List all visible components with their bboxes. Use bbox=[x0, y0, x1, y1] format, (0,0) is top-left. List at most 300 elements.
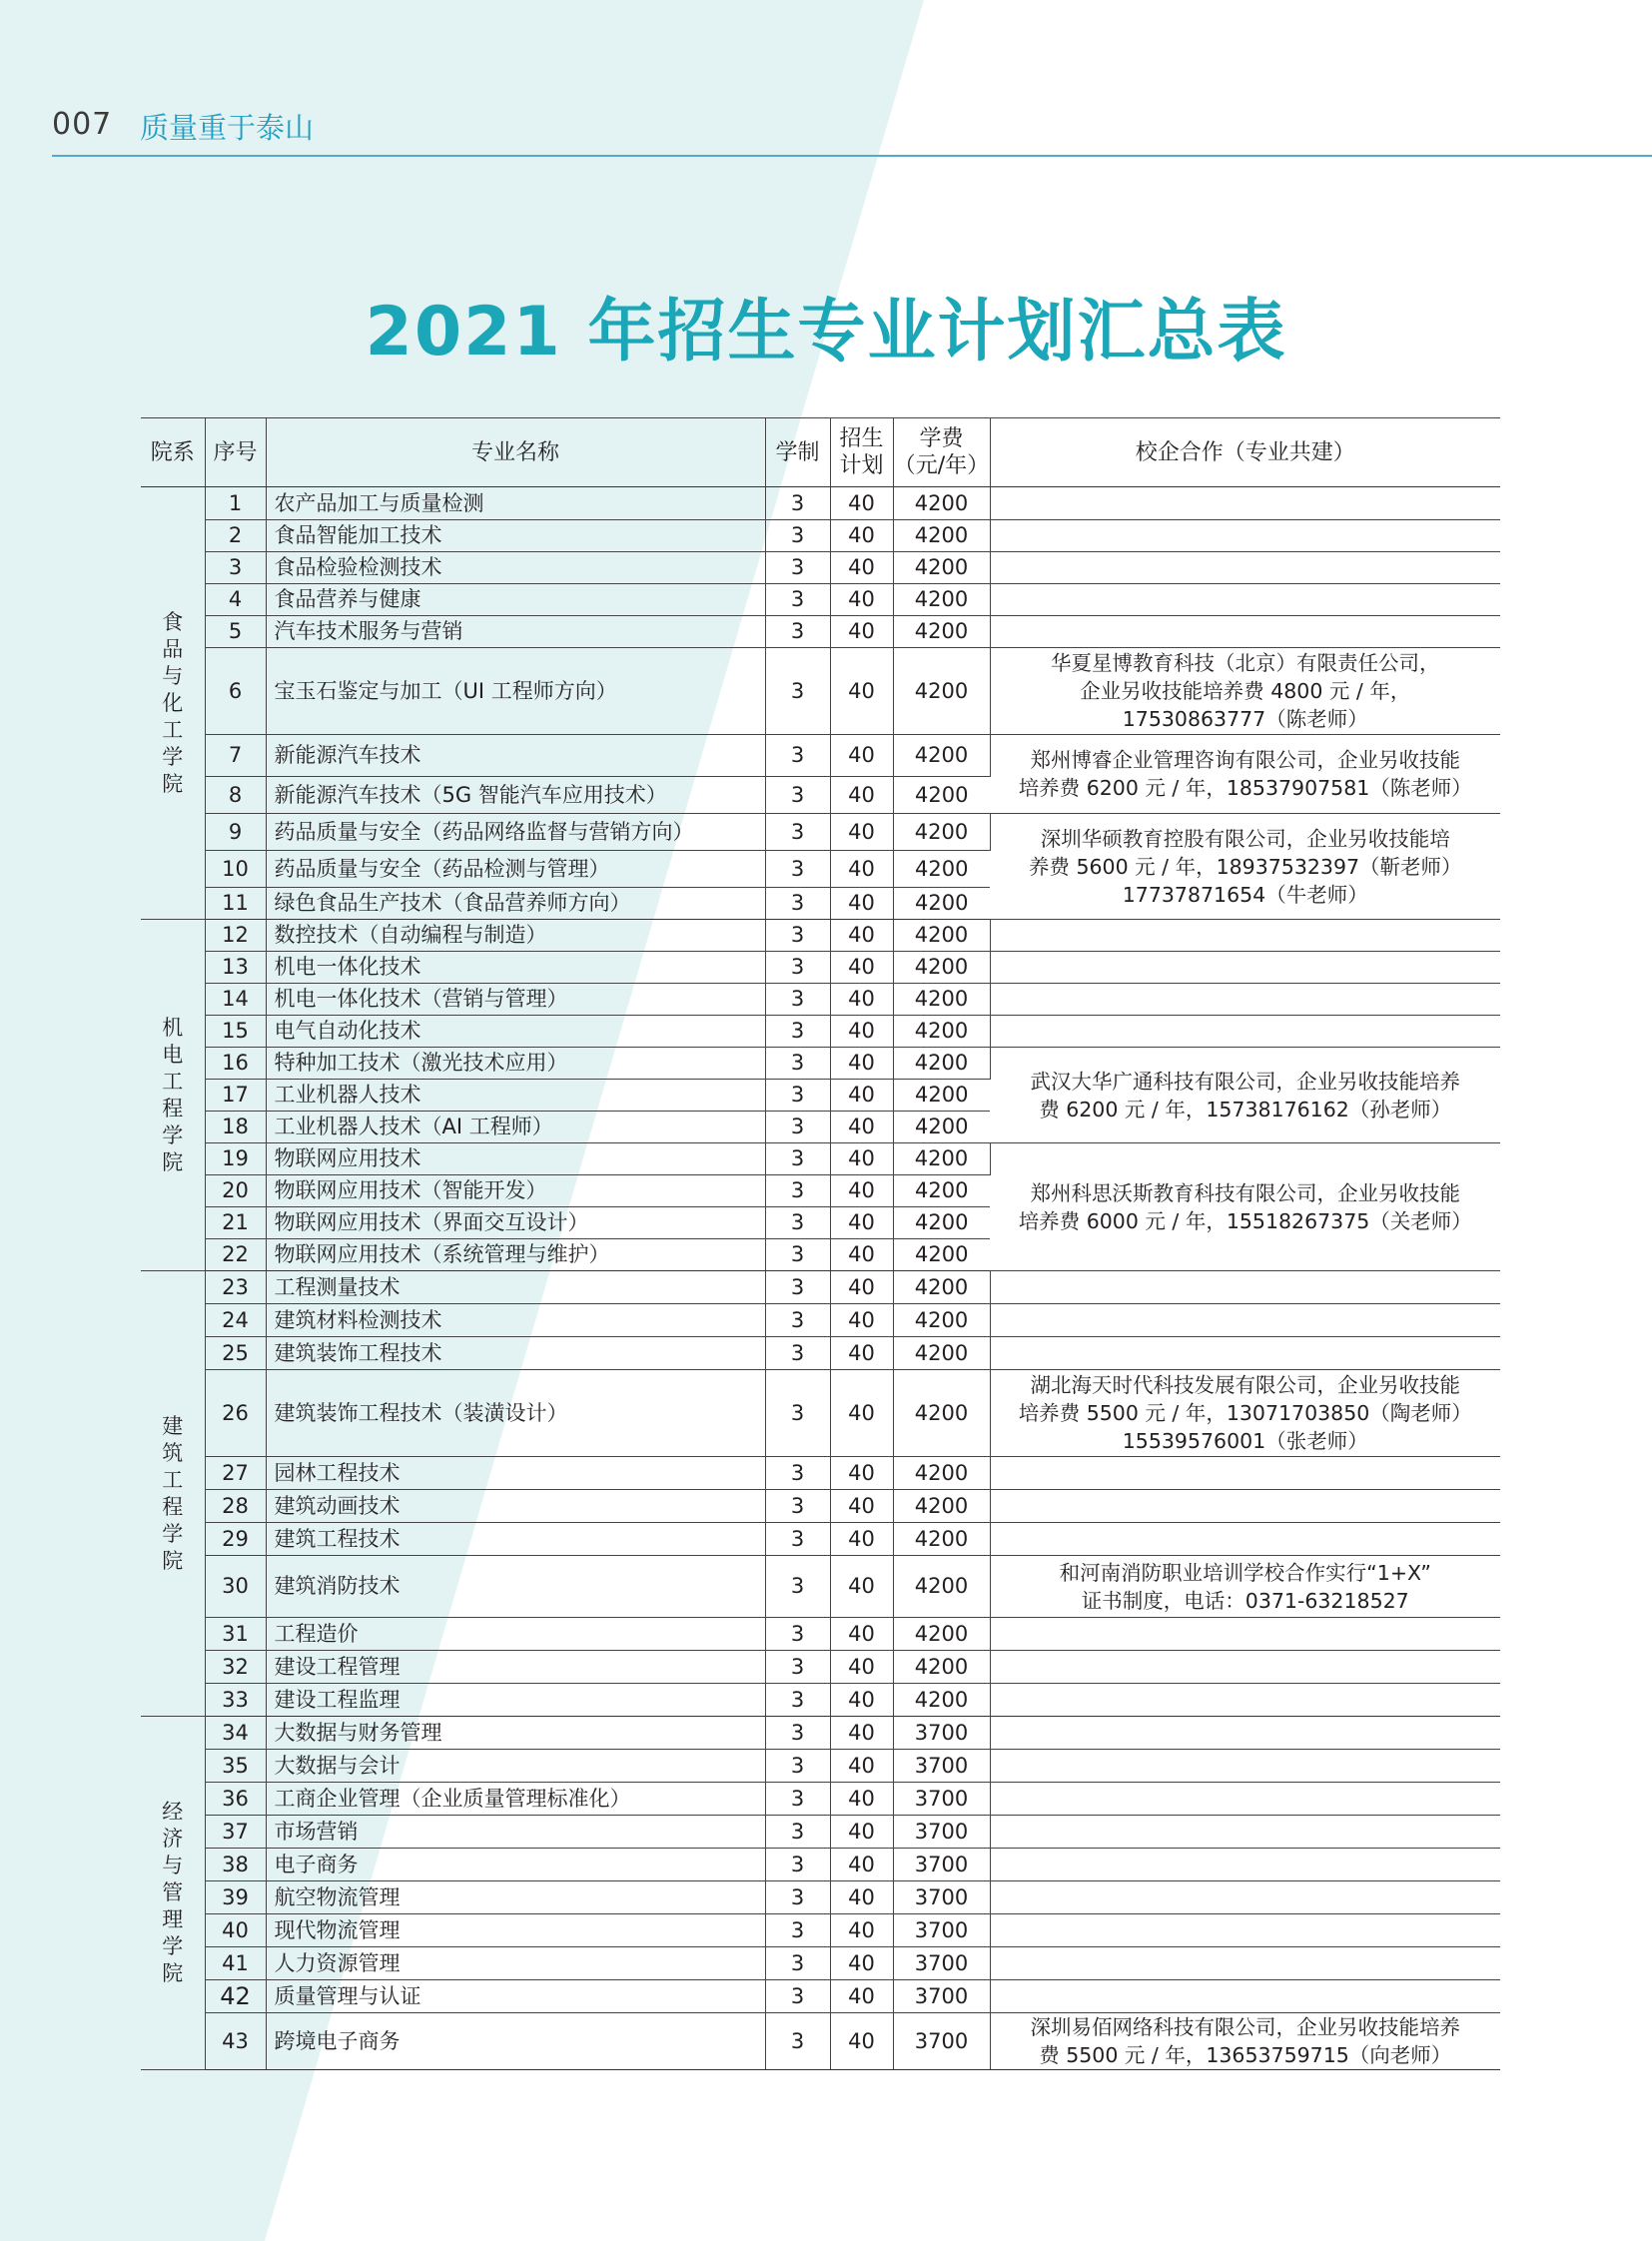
fee-cell: 3700 bbox=[893, 1750, 990, 1783]
plan-cell: 40 bbox=[830, 1618, 893, 1651]
table-row bbox=[141, 920, 1500, 952]
fee-cell: 4200 bbox=[893, 1048, 990, 1080]
plan-cell: 40 bbox=[830, 1370, 893, 1457]
fee-cell: 4200 bbox=[893, 1523, 990, 1556]
years-cell: 3 bbox=[765, 1048, 830, 1080]
plan-cell: 40 bbox=[830, 1016, 893, 1048]
seq-cell: 1 bbox=[205, 487, 266, 520]
major-name-cell: 工程测量技术 bbox=[266, 1271, 765, 1304]
department-cell bbox=[141, 920, 205, 1271]
plan-cell: 40 bbox=[830, 952, 893, 984]
seq-cell: 29 bbox=[205, 1523, 266, 1556]
seq-cell: 40 bbox=[205, 1914, 266, 1947]
header-title: 质量重于泰山 bbox=[140, 111, 315, 145]
seq-cell: 36 bbox=[205, 1783, 266, 1816]
cooperation-cell bbox=[990, 814, 1500, 920]
plan-cell: 40 bbox=[830, 1783, 893, 1816]
cooperation-cell bbox=[990, 552, 1500, 584]
cooperation-cell bbox=[990, 1271, 1500, 1304]
seq-cell: 34 bbox=[205, 1717, 266, 1750]
seq-cell: 24 bbox=[205, 1304, 266, 1337]
years-cell: 3 bbox=[765, 1239, 830, 1271]
table-row bbox=[141, 1143, 1500, 1175]
table-row bbox=[141, 1849, 1500, 1881]
seq-cell: 10 bbox=[205, 851, 266, 888]
table-row bbox=[141, 735, 1500, 777]
table-row bbox=[141, 487, 1500, 520]
cooperation-cell bbox=[990, 1556, 1500, 1618]
seq-cell: 4 bbox=[205, 584, 266, 616]
seq-cell: 22 bbox=[205, 1239, 266, 1271]
cooperation-cell bbox=[990, 1783, 1500, 1816]
cooperation-cell bbox=[990, 1947, 1500, 1980]
cooperation-cell bbox=[990, 1717, 1500, 1750]
cooperation-cell bbox=[990, 1684, 1500, 1717]
years-cell: 3 bbox=[765, 1881, 830, 1914]
cooperation-cell bbox=[990, 920, 1500, 952]
major-name-cell: 大数据与会计 bbox=[266, 1750, 765, 1783]
plan-cell: 40 bbox=[830, 735, 893, 777]
seq-cell: 27 bbox=[205, 1457, 266, 1490]
cooperation-cell bbox=[990, 1651, 1500, 1684]
fee-cell: 4200 bbox=[893, 1304, 990, 1337]
plan-cell: 40 bbox=[830, 1849, 893, 1881]
seq-cell: 42 bbox=[205, 1980, 266, 2013]
years-cell: 3 bbox=[765, 952, 830, 984]
fee-cell: 3700 bbox=[893, 1783, 990, 1816]
seq-cell: 20 bbox=[205, 1175, 266, 1207]
table-row bbox=[141, 1651, 1500, 1684]
table-row bbox=[141, 552, 1500, 584]
cooperation-cell bbox=[990, 487, 1500, 520]
table-row bbox=[141, 1271, 1500, 1304]
years-cell: 3 bbox=[765, 584, 830, 616]
cooperation-cell bbox=[990, 2013, 1500, 2070]
table-row bbox=[141, 520, 1500, 552]
seq-cell: 23 bbox=[205, 1271, 266, 1304]
table-header-row bbox=[141, 418, 1500, 487]
seq-cell: 17 bbox=[205, 1080, 266, 1112]
cooperation-text: 深圳华硕教育控股有限公司，企业另收技能培 bbox=[1040, 826, 1450, 851]
major-name-cell: 机电一体化技术（营销与管理） bbox=[266, 984, 765, 1016]
fee-cell: 4200 bbox=[893, 851, 990, 888]
plan-cell: 40 bbox=[830, 1750, 893, 1783]
plan-cell: 40 bbox=[830, 1881, 893, 1914]
plan-cell: 40 bbox=[830, 1490, 893, 1523]
table-row bbox=[141, 648, 1500, 735]
table-row bbox=[141, 1304, 1500, 1337]
cooperation-text: 15539576001（张老师） bbox=[1122, 1429, 1368, 1453]
plan-cell: 40 bbox=[830, 1048, 893, 1080]
major-name-cell: 建筑动画技术 bbox=[266, 1490, 765, 1523]
fee-cell: 4200 bbox=[893, 1175, 990, 1207]
major-name-cell: 新能源汽车技术 bbox=[266, 735, 765, 777]
plan-cell: 40 bbox=[830, 1337, 893, 1370]
plan-cell: 40 bbox=[830, 648, 893, 735]
major-name-cell: 电气自动化技术 bbox=[266, 1016, 765, 1048]
seq-cell: 18 bbox=[205, 1112, 266, 1143]
fee-cell: 4200 bbox=[893, 648, 990, 735]
table-row bbox=[141, 616, 1500, 648]
table-row bbox=[141, 1370, 1500, 1457]
department-cell bbox=[141, 487, 205, 920]
seq-cell: 38 bbox=[205, 1849, 266, 1881]
major-name-cell: 数控技术（自动编程与制造） bbox=[266, 920, 765, 952]
seq-cell: 11 bbox=[205, 888, 266, 920]
fee-cell: 3700 bbox=[893, 1816, 990, 1849]
plan-cell: 40 bbox=[830, 1080, 893, 1112]
page-number: 007 bbox=[52, 107, 113, 142]
major-name-cell: 物联网应用技术 bbox=[266, 1143, 765, 1175]
years-cell: 3 bbox=[765, 1207, 830, 1239]
seq-cell: 13 bbox=[205, 952, 266, 984]
plan-cell: 40 bbox=[830, 616, 893, 648]
seq-cell: 5 bbox=[205, 616, 266, 648]
major-name-cell: 药品质量与安全（药品检测与管理） bbox=[266, 851, 765, 888]
years-cell: 3 bbox=[765, 648, 830, 735]
major-name-cell: 机电一体化技术 bbox=[266, 952, 765, 984]
plan-cell: 40 bbox=[830, 1651, 893, 1684]
cooperation-text: 武汉大华广通科技有限公司，企业另收技能培养 bbox=[1030, 1069, 1460, 1094]
plan-cell: 40 bbox=[830, 520, 893, 552]
fee-cell: 3700 bbox=[893, 1849, 990, 1881]
years-cell: 3 bbox=[765, 1112, 830, 1143]
col-header-name: 专业名称 bbox=[266, 418, 765, 487]
fee-cell: 4200 bbox=[893, 1337, 990, 1370]
plan-cell: 40 bbox=[830, 777, 893, 814]
plan-cell: 40 bbox=[830, 920, 893, 952]
cooperation-cell bbox=[990, 1457, 1500, 1490]
seq-cell: 32 bbox=[205, 1651, 266, 1684]
fee-cell: 4200 bbox=[893, 1684, 990, 1717]
fee-cell: 4200 bbox=[893, 1112, 990, 1143]
years-cell: 3 bbox=[765, 851, 830, 888]
seq-cell: 7 bbox=[205, 735, 266, 777]
years-cell: 3 bbox=[765, 520, 830, 552]
seq-cell: 19 bbox=[205, 1143, 266, 1175]
years-cell: 3 bbox=[765, 1304, 830, 1337]
plan-cell: 40 bbox=[830, 1271, 893, 1304]
years-cell: 3 bbox=[765, 1490, 830, 1523]
fee-cell: 4200 bbox=[893, 1490, 990, 1523]
table-row bbox=[141, 1523, 1500, 1556]
cooperation-cell bbox=[990, 616, 1500, 648]
major-name-cell: 食品智能加工技术 bbox=[266, 520, 765, 552]
col-header-fee: 学费 （元/年） bbox=[893, 418, 990, 487]
seq-cell: 3 bbox=[205, 552, 266, 584]
cooperation-text: 培养费 5500 元 / 年，13071703850（陶老师） bbox=[1018, 1401, 1472, 1425]
years-cell: 3 bbox=[765, 1556, 830, 1618]
major-name-cell: 汽车技术服务与营销 bbox=[266, 616, 765, 648]
department-name: 食品与化工学院 bbox=[162, 609, 184, 796]
enrollment-plan-table bbox=[141, 417, 1500, 2070]
plan-cell: 40 bbox=[830, 1556, 893, 1618]
cooperation-cell bbox=[990, 1337, 1500, 1370]
cooperation-cell bbox=[990, 1304, 1500, 1337]
years-cell: 3 bbox=[765, 1849, 830, 1881]
fee-cell: 4200 bbox=[893, 814, 990, 851]
fee-cell: 4200 bbox=[893, 1207, 990, 1239]
fee-cell: 4200 bbox=[893, 1143, 990, 1175]
years-cell: 3 bbox=[765, 735, 830, 777]
major-name-cell: 宝玉石鉴定与加工（UI 工程师方向） bbox=[266, 648, 765, 735]
cooperation-cell bbox=[990, 1490, 1500, 1523]
years-cell: 3 bbox=[765, 888, 830, 920]
years-cell: 3 bbox=[765, 552, 830, 584]
major-name-cell: 工业机器人技术 bbox=[266, 1080, 765, 1112]
table-row bbox=[141, 1490, 1500, 1523]
fee-cell: 4200 bbox=[893, 952, 990, 984]
major-name-cell: 建筑装饰工程技术 bbox=[266, 1337, 765, 1370]
years-cell: 3 bbox=[765, 1717, 830, 1750]
header-divider bbox=[52, 155, 1652, 157]
years-cell: 3 bbox=[765, 487, 830, 520]
seq-cell: 41 bbox=[205, 1947, 266, 1980]
years-cell: 3 bbox=[765, 1080, 830, 1112]
fee-cell: 4200 bbox=[893, 1457, 990, 1490]
fee-cell: 4200 bbox=[893, 1239, 990, 1271]
fee-cell: 4200 bbox=[893, 920, 990, 952]
fee-cell: 4200 bbox=[893, 735, 990, 777]
fee-cell: 3700 bbox=[893, 2013, 990, 2070]
page-title: 2021 年招生专业计划汇总表 bbox=[365, 293, 1287, 372]
major-name-cell: 物联网应用技术（智能开发） bbox=[266, 1175, 765, 1207]
seq-cell: 21 bbox=[205, 1207, 266, 1239]
fee-cell: 4200 bbox=[893, 1651, 990, 1684]
years-cell: 3 bbox=[765, 1750, 830, 1783]
table-row bbox=[141, 1881, 1500, 1914]
table-row bbox=[141, 814, 1500, 851]
cooperation-text: 深圳易佰网络科技有限公司，企业另收技能培养 bbox=[1030, 2015, 1460, 2039]
cooperation-cell bbox=[990, 1881, 1500, 1914]
fee-cell: 4200 bbox=[893, 984, 990, 1016]
years-cell: 3 bbox=[765, 616, 830, 648]
table-row bbox=[141, 1783, 1500, 1816]
fee-cell: 4200 bbox=[893, 1080, 990, 1112]
plan-cell: 40 bbox=[830, 584, 893, 616]
major-name-cell: 建设工程监理 bbox=[266, 1684, 765, 1717]
fee-cell: 4200 bbox=[893, 1556, 990, 1618]
plan-cell: 40 bbox=[830, 1717, 893, 1750]
major-name-cell: 物联网应用技术（系统管理与维护） bbox=[266, 1239, 765, 1271]
years-cell: 3 bbox=[765, 1175, 830, 1207]
major-name-cell: 园林工程技术 bbox=[266, 1457, 765, 1490]
cooperation-text: 培养费 6000 元 / 年，15518267375（关老师） bbox=[1018, 1208, 1472, 1233]
years-cell: 3 bbox=[765, 1783, 830, 1816]
fee-cell: 4200 bbox=[893, 520, 990, 552]
table-row bbox=[141, 1750, 1500, 1783]
years-cell: 3 bbox=[765, 1947, 830, 1980]
cooperation-cell bbox=[990, 984, 1500, 1016]
plan-cell: 40 bbox=[830, 1684, 893, 1717]
seq-cell: 26 bbox=[205, 1370, 266, 1457]
years-cell: 3 bbox=[765, 814, 830, 851]
cooperation-cell bbox=[990, 1048, 1500, 1143]
table-row bbox=[141, 1556, 1500, 1618]
table-row bbox=[141, 1618, 1500, 1651]
seq-cell: 33 bbox=[205, 1684, 266, 1717]
table-row bbox=[141, 984, 1500, 1016]
cooperation-text: 证书制度，电话：0371-63218527 bbox=[1081, 1588, 1409, 1613]
fee-cell: 4200 bbox=[893, 1016, 990, 1048]
major-name-cell: 电子商务 bbox=[266, 1849, 765, 1881]
seq-cell: 37 bbox=[205, 1816, 266, 1849]
fee-cell: 4200 bbox=[893, 584, 990, 616]
seq-cell: 9 bbox=[205, 814, 266, 851]
plan-cell: 40 bbox=[830, 1239, 893, 1271]
years-cell: 3 bbox=[765, 1980, 830, 2013]
major-name-cell: 特种加工技术（激光技术应用） bbox=[266, 1048, 765, 1080]
plan-cell: 40 bbox=[830, 2013, 893, 2070]
major-name-cell: 工业机器人技术（AI 工程师） bbox=[266, 1112, 765, 1143]
fee-cell: 4200 bbox=[893, 1618, 990, 1651]
plan-cell: 40 bbox=[830, 1304, 893, 1337]
seq-cell: 39 bbox=[205, 1881, 266, 1914]
table-row bbox=[141, 1914, 1500, 1947]
cooperation-text: 养费 5600 元 / 年，18937532397（靳老师） bbox=[1028, 854, 1462, 879]
col-header-plan: 招生 计划 bbox=[830, 418, 893, 487]
table-row bbox=[141, 584, 1500, 616]
cooperation-text: 郑州博睿企业管理咨询有限公司，企业另收技能 bbox=[1030, 748, 1460, 772]
fee-cell: 3700 bbox=[893, 1881, 990, 1914]
fee-cell: 4200 bbox=[893, 1370, 990, 1457]
major-name-cell: 工商企业管理（企业质量管理标准化） bbox=[266, 1783, 765, 1816]
fee-cell: 3700 bbox=[893, 1947, 990, 1980]
years-cell: 3 bbox=[765, 1457, 830, 1490]
major-name-cell: 新能源汽车技术（5G 智能汽车应用技术） bbox=[266, 777, 765, 814]
plan-cell: 40 bbox=[830, 1523, 893, 1556]
plan-cell: 40 bbox=[830, 814, 893, 851]
seq-cell: 15 bbox=[205, 1016, 266, 1048]
major-name-cell: 建筑装饰工程技术（装潢设计） bbox=[266, 1370, 765, 1457]
cooperation-text: 华夏星博教育科技（北京）有限责任公司， bbox=[1051, 651, 1440, 675]
plan-cell: 40 bbox=[830, 552, 893, 584]
table-row bbox=[141, 1457, 1500, 1490]
years-cell: 3 bbox=[765, 1370, 830, 1457]
cooperation-cell bbox=[990, 1816, 1500, 1849]
major-name-cell: 跨境电子商务 bbox=[266, 2013, 765, 2070]
plan-cell: 40 bbox=[830, 1980, 893, 2013]
major-name-cell: 质量管理与认证 bbox=[266, 1980, 765, 2013]
table-row bbox=[141, 952, 1500, 984]
major-name-cell: 现代物流管理 bbox=[266, 1914, 765, 1947]
table-row bbox=[141, 1717, 1500, 1750]
years-cell: 3 bbox=[765, 1816, 830, 1849]
years-cell: 3 bbox=[765, 1271, 830, 1304]
table-row bbox=[141, 1980, 1500, 2013]
cooperation-cell bbox=[990, 520, 1500, 552]
cooperation-text: 费 6200 元 / 年，15738176162（孙老师） bbox=[1039, 1097, 1452, 1121]
cooperation-cell bbox=[990, 1143, 1500, 1271]
years-cell: 3 bbox=[765, 1523, 830, 1556]
seq-cell: 28 bbox=[205, 1490, 266, 1523]
cooperation-text: 培养费 6200 元 / 年，18537907581（陈老师） bbox=[1018, 776, 1472, 800]
department-name: 经济与管理学院 bbox=[162, 1800, 184, 1985]
seq-cell: 12 bbox=[205, 920, 266, 952]
cooperation-cell bbox=[990, 584, 1500, 616]
years-cell: 3 bbox=[765, 1651, 830, 1684]
major-name-cell: 市场营销 bbox=[266, 1816, 765, 1849]
plan-cell: 40 bbox=[830, 1816, 893, 1849]
plan-cell: 40 bbox=[830, 888, 893, 920]
major-name-cell: 绿色食品生产技术（食品营养师方向） bbox=[266, 888, 765, 920]
seq-cell: 6 bbox=[205, 648, 266, 735]
department-cell bbox=[141, 1717, 205, 2070]
department-cell bbox=[141, 1271, 205, 1717]
fee-cell: 4200 bbox=[893, 1271, 990, 1304]
years-cell: 3 bbox=[765, 1016, 830, 1048]
table-row bbox=[141, 1684, 1500, 1717]
cooperation-text: 费 5500 元 / 年，13653759715（向老师） bbox=[1039, 2043, 1452, 2067]
department-name: 建筑工程学院 bbox=[162, 1413, 184, 1573]
major-name-cell: 建筑工程技术 bbox=[266, 1523, 765, 1556]
col-header-seq: 序号 bbox=[205, 418, 266, 487]
cooperation-text: 17737871654（牛老师） bbox=[1122, 882, 1368, 907]
plan-cell: 40 bbox=[830, 487, 893, 520]
years-cell: 3 bbox=[765, 1684, 830, 1717]
years-cell: 3 bbox=[765, 777, 830, 814]
fee-cell: 3700 bbox=[893, 1980, 990, 2013]
major-name-cell: 工程造价 bbox=[266, 1618, 765, 1651]
cooperation-cell bbox=[990, 1016, 1500, 1048]
table-row bbox=[141, 1016, 1500, 1048]
major-name-cell: 建设工程管理 bbox=[266, 1651, 765, 1684]
table-row bbox=[141, 1947, 1500, 1980]
cooperation-text: 17530863777（陈老师） bbox=[1122, 707, 1368, 731]
fee-cell: 4200 bbox=[893, 487, 990, 520]
major-name-cell: 食品营养与健康 bbox=[266, 584, 765, 616]
cooperation-cell bbox=[990, 1914, 1500, 1947]
plan-cell: 40 bbox=[830, 1947, 893, 1980]
fee-cell: 4200 bbox=[893, 777, 990, 814]
fee-cell: 3700 bbox=[893, 1717, 990, 1750]
cooperation-cell bbox=[990, 1523, 1500, 1556]
major-name-cell: 人力资源管理 bbox=[266, 1947, 765, 1980]
major-name-cell: 药品质量与安全（药品网络监督与营销方向） bbox=[266, 814, 765, 851]
fee-cell: 3700 bbox=[893, 1914, 990, 1947]
plan-cell: 40 bbox=[830, 1207, 893, 1239]
col-header-dept: 院系 bbox=[141, 418, 205, 487]
cooperation-cell bbox=[990, 1618, 1500, 1651]
years-cell: 3 bbox=[765, 1914, 830, 1947]
cooperation-cell bbox=[990, 1750, 1500, 1783]
plan-cell: 40 bbox=[830, 1112, 893, 1143]
major-name-cell: 建筑材料检测技术 bbox=[266, 1304, 765, 1337]
col-header-years: 学制 bbox=[765, 418, 830, 487]
major-name-cell: 物联网应用技术（界面交互设计） bbox=[266, 1207, 765, 1239]
cooperation-text: 湖北海天时代科技发展有限公司，企业另收技能 bbox=[1030, 1373, 1460, 1397]
cooperation-text: 郑州科思沃斯教育科技有限公司，企业另收技能 bbox=[1030, 1180, 1460, 1205]
major-name-cell: 农产品加工与质量检测 bbox=[266, 487, 765, 520]
table-row bbox=[141, 1816, 1500, 1849]
years-cell: 3 bbox=[765, 1618, 830, 1651]
plan-cell: 40 bbox=[830, 1914, 893, 1947]
seq-cell: 16 bbox=[205, 1048, 266, 1080]
years-cell: 3 bbox=[765, 984, 830, 1016]
cooperation-cell bbox=[990, 1849, 1500, 1881]
major-name-cell: 大数据与财务管理 bbox=[266, 1717, 765, 1750]
plan-cell: 40 bbox=[830, 1457, 893, 1490]
seq-cell: 8 bbox=[205, 777, 266, 814]
seq-cell: 2 bbox=[205, 520, 266, 552]
years-cell: 3 bbox=[765, 920, 830, 952]
cooperation-text: 和河南消防职业培训学校合作实行“1+X” bbox=[1059, 1560, 1431, 1585]
table-row bbox=[141, 2013, 1500, 2070]
plan-cell: 40 bbox=[830, 984, 893, 1016]
years-cell: 3 bbox=[765, 2013, 830, 2070]
cooperation-cell bbox=[990, 1370, 1500, 1457]
plan-cell: 40 bbox=[830, 1175, 893, 1207]
